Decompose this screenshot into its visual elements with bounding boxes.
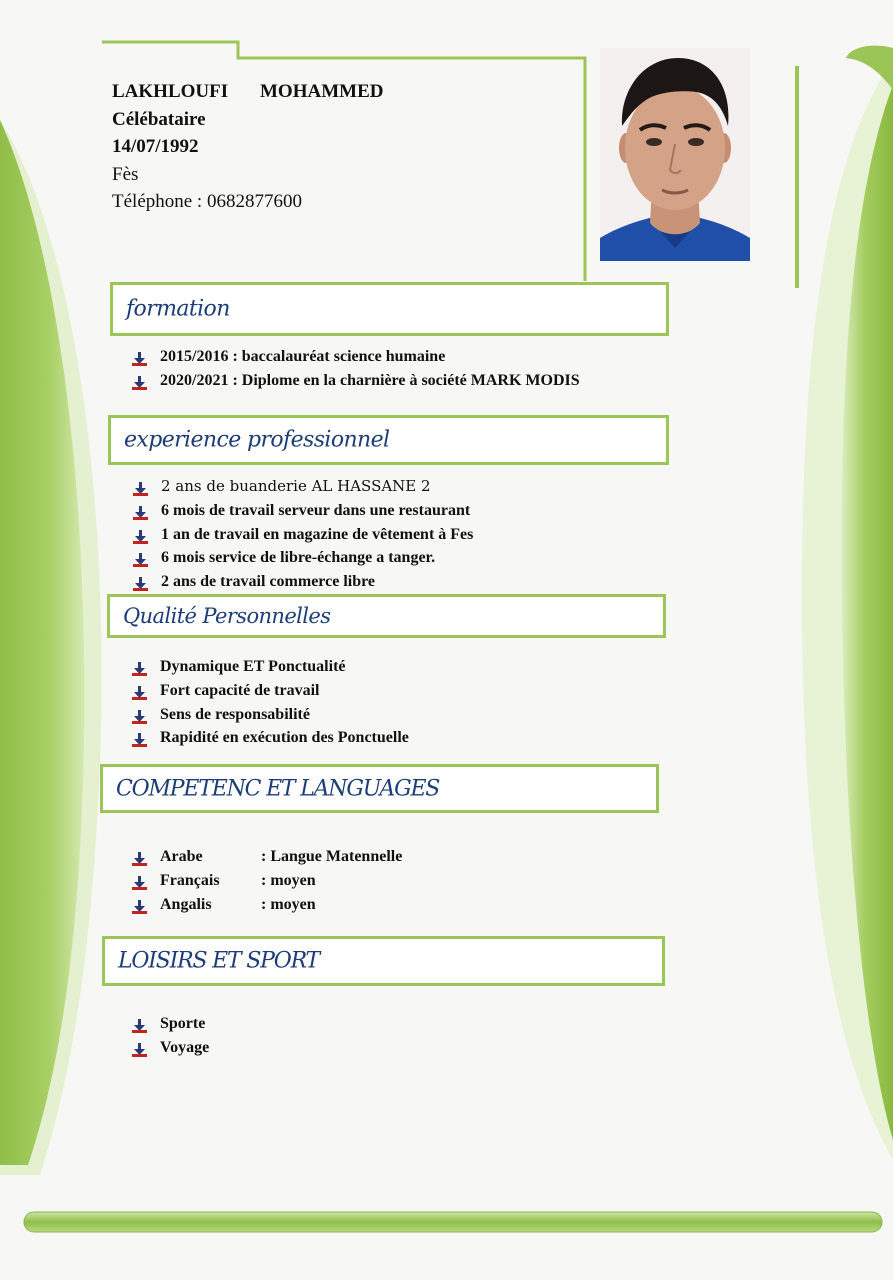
down-arrow-bullet-icon	[133, 480, 149, 494]
down-arrow-bullet-icon	[133, 551, 149, 565]
down-arrow-bullet-icon	[132, 660, 148, 674]
language-level: : moyen	[261, 895, 316, 913]
full-name	[112, 78, 383, 106]
down-arrow-bullet-icon	[132, 1041, 148, 1055]
formation-section-header	[110, 282, 669, 336]
down-arrow-bullet-icon	[133, 504, 149, 518]
down-arrow-bullet-icon	[132, 374, 148, 388]
language-level: : Langue Matennelle	[261, 848, 403, 865]
loisirs-title: LOISIRS ET SPORT	[118, 948, 320, 974]
competences-section-header	[100, 764, 659, 813]
profile-photo	[600, 48, 750, 261]
language-level: : moyen	[261, 871, 316, 889]
down-arrow-bullet-icon	[132, 350, 148, 364]
experience-section-header	[108, 415, 669, 465]
qualites-title: Qualité Personnelles	[123, 604, 331, 628]
down-arrow-bullet-icon	[133, 528, 149, 542]
experience-title: experience professionnel	[124, 427, 390, 453]
language-name: Arabe	[160, 848, 203, 865]
language-name: Français	[160, 871, 220, 889]
marital-status: Célébataire	[112, 108, 206, 130]
city: Fès	[112, 163, 139, 185]
language-name: Angalis	[160, 895, 212, 913]
competences-title: COMPETENC ET LANGUAGES	[116, 776, 440, 801]
down-arrow-bullet-icon	[132, 708, 148, 722]
down-arrow-bullet-icon	[132, 684, 148, 698]
down-arrow-bullet-icon	[132, 850, 148, 864]
phone: Téléphone : 0682877600	[112, 191, 302, 212]
loisirs-section-header	[102, 936, 665, 986]
identity-block	[112, 78, 383, 216]
down-arrow-bullet-icon	[132, 898, 148, 912]
down-arrow-bullet-icon	[132, 874, 148, 888]
formation-title: formation	[126, 296, 230, 322]
down-arrow-bullet-icon	[132, 731, 148, 745]
first-name: MOHAMMED	[260, 81, 384, 102]
qualites-section-header	[107, 594, 666, 638]
down-arrow-bullet-icon	[133, 575, 149, 589]
cv-page: LAKHLOUFI MOHAMMED Célébataire 14/07/1992 Fès Téléphone : 0682877600 formation 2015/2016 : baccalauréat science humaine 2020/2021 : Diplome en la charnière à société MARK MODIS experience professionnel 2 ans de buanderie AL HASSANE 2 6 mois de travail serveur dans une restaurant 1 an de travail en magazine de vêtement à Fes 6 mois service de libre-échange a tanger. 2 ans de travail commerce libre Qualité Personnelles Dynamique ET Ponctualité Fort capacité de travail Sens de responsabilité Rapidité en exécution des Ponctuelle COMPETENC ET LANGUAGES Arabe : Langue Matennelle Français : moyen Angalis : moyen LOISIRS ET SPORT Sporte Voyage	[0, 0, 893, 1280]
down-arrow-bullet-icon	[132, 1017, 148, 1031]
last-name: LAKHLOUFI	[112, 81, 229, 102]
birth-date: 14/07/1992	[112, 136, 199, 157]
